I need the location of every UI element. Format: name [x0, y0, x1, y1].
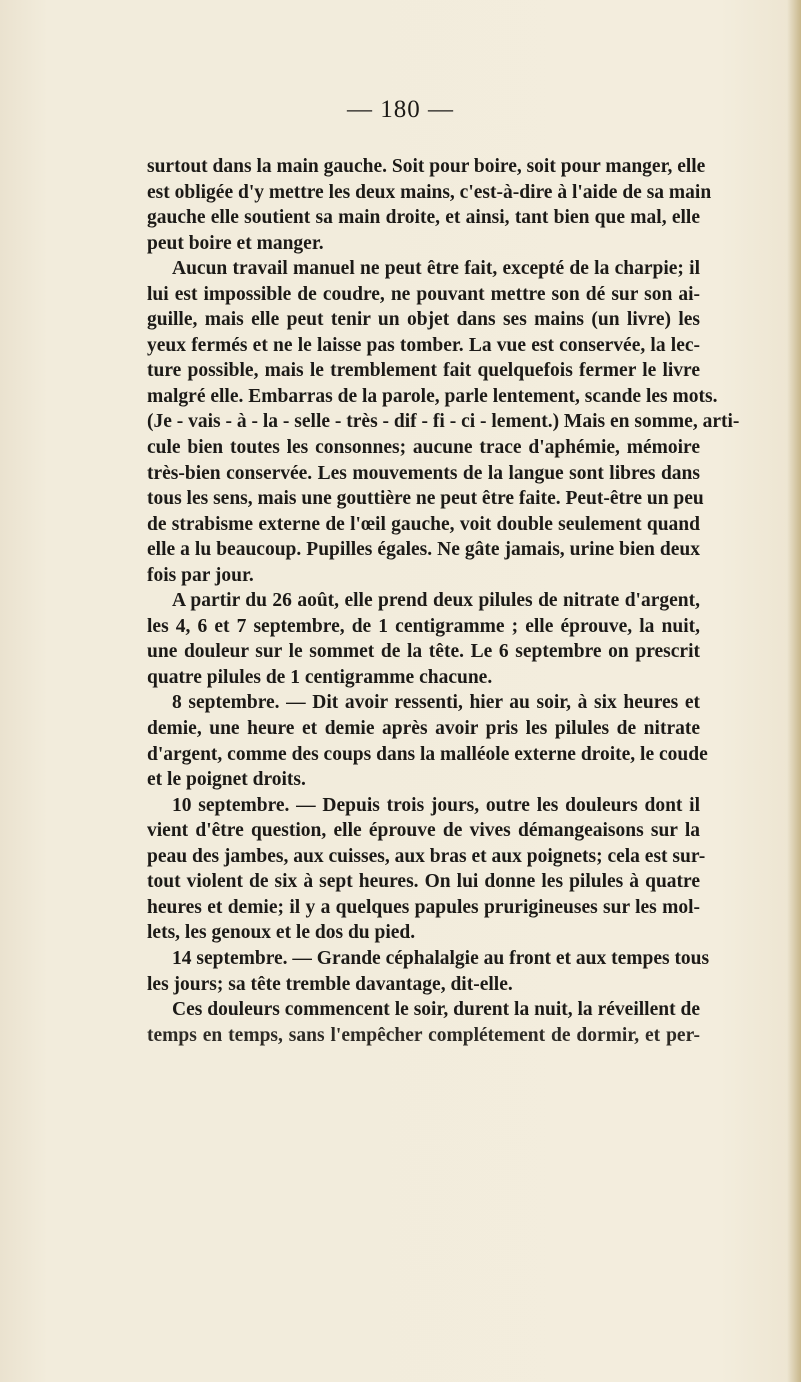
text-line: malgré elle. Embarras de la parole, parle lentement, scande les mots. — [147, 385, 718, 407]
text-line: Ces douleurs commencent le soir, durent la nuit, la réveillent de — [172, 999, 700, 1021]
text-line: d'argent, comme des coups dans la malléole externe droite, le coude — [147, 743, 708, 765]
text-line: quatre pilules de 1 centigramme chacune. — [147, 666, 493, 688]
text-line: elle a lu beaucoup. Pupilles égales. Ne gâte jamais, urine bien deux — [147, 539, 700, 561]
text-line: cule bien toutes les consonnes; aucune trace d'aphémie, mémoire — [147, 437, 700, 459]
text-line: une douleur sur le sommet de la tête. Le 6 septembre on prescrit — [147, 641, 700, 663]
text-line: lets, les genoux et le dos du pied. — [147, 922, 416, 944]
text-line: demie, une heure et demie après avoir pris les pilules de nitrate — [147, 718, 700, 740]
page-edge-shadow — [787, 0, 801, 1382]
text-line: vient d'être question, elle éprouve de vives démangeaisons sur la — [147, 820, 700, 842]
text-line: (Je - vais - à - la - selle - très - dif - fi - ci - lement.) Mais en somme, arti- — [147, 411, 740, 433]
text-line: fois par jour. — [147, 564, 254, 586]
text-line: 8 septembre. — Dit avoir ressenti, hier au soir, à six heures et — [172, 692, 700, 714]
text-line: de strabisme externe de l'œil gauche, voit double seulement quand — [147, 513, 700, 535]
text-line: A partir du 26 août, elle prend deux pilules de nitrate d'argent, — [172, 590, 700, 612]
text-line: surtout dans la main gauche. Soit pour boire, soit pour manger, elle — [147, 156, 706, 177]
text-line: temps en temps, sans l'empêcher complétement de dormir, et per- — [147, 1024, 700, 1046]
text-line: ture possible, mais le tremblement fait quelquefois fermer le livre — [147, 360, 700, 382]
text-line: les jours; sa tête tremble davantage, dit-elle. — [147, 973, 513, 995]
text-line: gauche elle soutient sa main droite, et ainsi, tant bien que mal, elle — [147, 207, 700, 229]
text-line: yeux fermés et ne le laisse pas tomber. La vue est conservée, la lec- — [147, 334, 700, 356]
text-line: les 4, 6 et 7 septembre, de 1 centigramme ; elle éprouve, la nuit, — [147, 615, 700, 637]
text-line: et le poignet droits. — [147, 769, 306, 791]
text-line: tous les sens, mais une gouttière ne peut être faite. Peut-être un peu — [147, 488, 704, 510]
text-line: 14 septembre. — Grande céphalalgie au front et aux tempes tous — [172, 947, 710, 969]
body-text — [147, 154, 740, 1048]
text-line: lui est impossible de coudre, ne pouvant mettre son dé sur son ai- — [147, 283, 700, 305]
text-line: Aucun travail manuel ne peut être fait, excepté de la charpie; il — [172, 258, 700, 280]
text-line: tout violent de six à sept heures. On lui donne les pilules à quatre — [147, 871, 700, 893]
text-line: peut boire et manger. — [147, 232, 324, 254]
text-line: est obligée d'y mettre les deux mains, c'est-à-dire à l'aide de sa main — [147, 181, 712, 203]
text-line: peau des jambes, aux cuisses, aux bras et aux poignets; cela est sur- — [147, 845, 706, 867]
text-line: 10 septembre. — Depuis trois jours, outre les douleurs dont il — [172, 794, 700, 816]
text-line: guille, mais elle peut tenir un objet dans ses mains (un livre) les — [147, 309, 700, 331]
text-line: heures et demie; il y a quelques papules prurigineuses sur les mol- — [147, 896, 700, 918]
page-number: — 180 — — [347, 96, 454, 123]
text-line: très-bien conservée. Les mouvements de la langue sont libres dans — [147, 462, 700, 484]
